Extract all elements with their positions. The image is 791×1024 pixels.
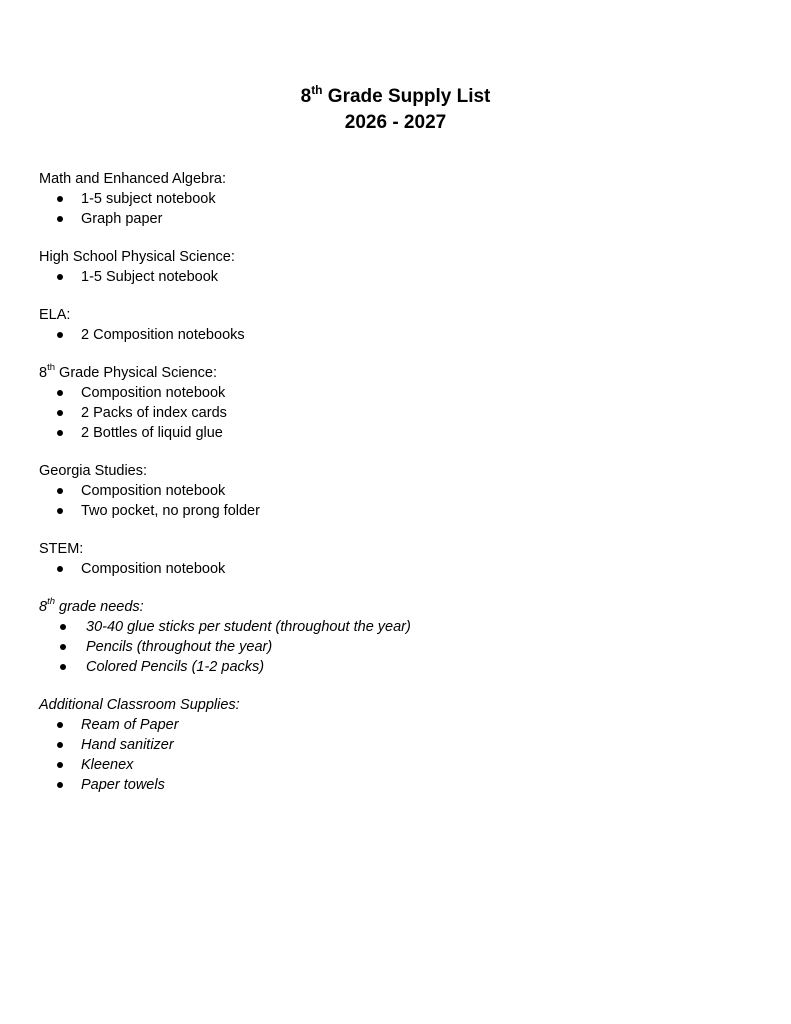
item-text: Ream of Paper <box>81 717 179 733</box>
supply-list <box>39 169 739 813</box>
list-item <box>39 267 739 287</box>
list-item <box>39 755 739 775</box>
section-heading <box>39 597 739 617</box>
heading-text: Grade Physical Science: <box>55 365 218 381</box>
section-heading: Math and Enhanced Algebra: <box>39 171 227 187</box>
list-item <box>39 735 739 755</box>
item-text: 2 Composition notebooks <box>81 327 245 343</box>
list-item <box>39 383 739 403</box>
section-heading: High School Physical Science: <box>39 249 235 265</box>
item-text: Colored Pencils (1-2 packs) <box>86 659 265 675</box>
item-text: 2 Packs of index cards <box>81 405 227 421</box>
list-item <box>39 325 739 345</box>
bullet-icon <box>57 216 63 222</box>
item-list <box>39 715 739 795</box>
item-text: Kleenex <box>81 757 134 773</box>
item-list <box>39 481 739 521</box>
item-text: Composition notebook <box>81 561 226 577</box>
bullet-icon <box>57 274 63 280</box>
item-text: Composition notebook <box>81 385 226 401</box>
title-year: 2026 - 2027 <box>344 112 447 133</box>
section-heading: STEM: <box>39 541 84 557</box>
item-list <box>39 325 739 345</box>
list-item <box>39 423 739 443</box>
bullet-icon <box>60 664 66 670</box>
section-heading: Additional Classroom Supplies: <box>39 697 240 713</box>
title-grade-suffix: th <box>311 82 323 97</box>
section-stem <box>39 539 739 579</box>
bullet-icon <box>57 782 63 788</box>
bullet-icon <box>57 742 63 748</box>
list-item <box>39 403 739 423</box>
bullet-icon <box>57 410 63 416</box>
list-item <box>39 617 739 637</box>
list-item <box>39 481 739 501</box>
title-grade-number: 8 <box>300 86 312 107</box>
list-item <box>39 657 739 677</box>
heading-number: 8 <box>39 599 48 615</box>
heading-suffix: th <box>47 596 56 608</box>
list-item <box>39 775 739 795</box>
item-list <box>39 267 739 287</box>
title-text: Grade Supply List <box>322 86 491 107</box>
bullet-icon <box>57 488 63 494</box>
list-item <box>39 209 739 229</box>
heading-number: 8 <box>39 365 48 381</box>
page-title <box>0 84 791 136</box>
item-list <box>39 559 739 579</box>
section-hs-physical-science <box>39 247 739 287</box>
item-list <box>39 383 739 443</box>
bullet-icon <box>60 644 66 650</box>
item-text: 1-5 Subject notebook <box>81 269 219 285</box>
bullet-icon <box>57 762 63 768</box>
section-ela <box>39 305 739 345</box>
section-georgia-studies <box>39 461 739 521</box>
item-text: 30-40 glue sticks per student (throughout the year) <box>86 619 411 635</box>
list-item <box>39 715 739 735</box>
bullet-icon <box>60 624 66 630</box>
bullet-icon <box>57 508 63 514</box>
section-math <box>39 169 739 229</box>
list-item <box>39 189 739 209</box>
item-text: 2 Bottles of liquid glue <box>81 425 223 441</box>
section-8th-grade-needs <box>39 597 739 677</box>
title-line <box>0 84 791 110</box>
section-8th-physical-science <box>39 363 739 443</box>
item-text: Graph paper <box>81 211 163 227</box>
heading-text: grade needs: <box>55 599 144 615</box>
bullet-icon <box>57 722 63 728</box>
bullet-icon <box>57 430 63 436</box>
bullet-icon <box>57 332 63 338</box>
bullet-icon <box>57 566 63 572</box>
section-heading: Georgia Studies: <box>39 463 148 479</box>
list-item <box>39 501 739 521</box>
item-list <box>39 189 739 229</box>
item-text: Two pocket, no prong folder <box>81 503 260 519</box>
list-item <box>39 637 739 657</box>
list-item <box>39 559 739 579</box>
item-text: Hand sanitizer <box>81 737 174 753</box>
item-list <box>39 617 739 677</box>
section-additional-supplies <box>39 695 739 795</box>
item-text: Pencils (throughout the year) <box>86 639 273 655</box>
section-heading <box>39 363 739 383</box>
item-text: Composition notebook <box>81 483 226 499</box>
item-text: Paper towels <box>81 777 165 793</box>
section-heading: ELA: <box>39 307 71 323</box>
bullet-icon <box>57 196 63 202</box>
bullet-icon <box>57 390 63 396</box>
item-text: 1-5 subject notebook <box>81 191 216 207</box>
heading-suffix: th <box>47 362 56 374</box>
